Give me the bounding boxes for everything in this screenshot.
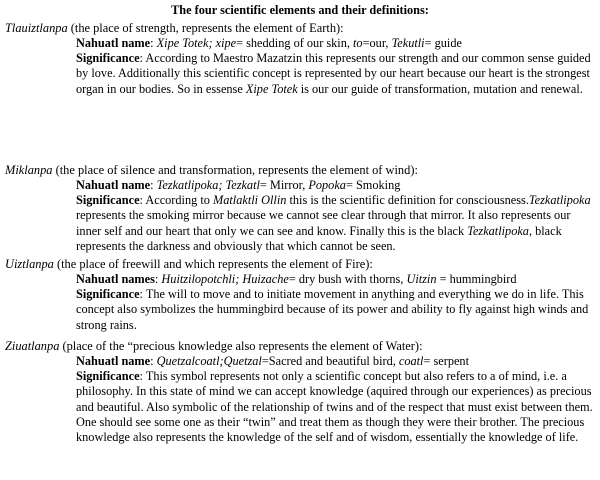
section-name: Tlauiztlanpa	[5, 21, 68, 35]
nahuatl-name-line	[76, 178, 596, 193]
significance-paragraph	[76, 287, 596, 333]
text-run: , black represents the darkness and obviously that which cannot be seen.	[76, 223, 562, 253]
italic-term: Uitzin	[406, 272, 437, 286]
section-body	[76, 178, 596, 254]
text-run: : This symbol represents not only a scientific concept but also refers to a of mind, i.e. a philosophy. In this state of mind we can accept knowledge (aquired through our experiences) as precious and beautiful. Also symbolic of the relationship of twins and of the respect that must exist between them. One should see some one as their “twin” and treat them as though they were their brother. The precious knowledge also represents the knowledge of the self and of wisdom, essentially the knowledge of life.	[76, 369, 593, 445]
text-run: this is the scientific definition for consciousness.	[286, 193, 529, 208]
text-run: = guide	[424, 36, 462, 50]
significance-paragraph	[76, 51, 596, 97]
text-run: = hummingbird	[436, 272, 517, 286]
significance-text	[76, 287, 588, 331]
text-run: = serpent	[423, 354, 469, 368]
italic-term: Matlaktli Ollin	[212, 193, 287, 208]
significance-text	[76, 369, 593, 444]
section-heading-text: (the place of strength, represents the element of Earth):	[67, 21, 344, 35]
text-run: = dry bush with thorns,	[288, 272, 407, 286]
italic-term: Xipe Totek; xipe	[156, 36, 237, 50]
text-run: :	[150, 36, 157, 50]
section-heading	[5, 21, 600, 36]
text-run: :	[150, 354, 157, 368]
text-run: : The will to move and to initiate movement in anything and everything we do in life. This concept also symbolizes the hummingbird because of its power and ability to fly against high winds and strong rains.	[76, 287, 589, 332]
section-body	[76, 272, 596, 333]
section-uiztlanpa	[0, 257, 600, 333]
text-run: is our our guide of transformation, mutation and renewal.	[297, 81, 583, 96]
text-run: =our,	[362, 36, 392, 50]
significance-label: Significance	[76, 287, 140, 302]
nahuatl-label: Nahuatl names	[76, 272, 155, 286]
italic-term: Huitzilopotchli; Huizache	[161, 272, 289, 286]
italic-term: Tekutli	[391, 36, 425, 50]
italic-term: Tezkatlipoka; Tezkatl	[156, 178, 260, 192]
document-title: The four scientific elements and their definitions:	[171, 3, 429, 17]
text-run: = Mirror,	[259, 178, 309, 192]
italic-term: Tezkatlipoka	[467, 223, 529, 238]
section-heading-text: (place of the “precious knowledge also represents the element of Water):	[59, 339, 423, 353]
text-run: : According to	[139, 193, 213, 208]
text-run: :	[150, 178, 157, 192]
section-heading-text: (the place of freewill and which represents the element of Fire):	[53, 257, 373, 271]
section-miklanpa	[0, 163, 600, 254]
significance-text	[76, 193, 591, 253]
text-run: = Smoking	[345, 178, 401, 192]
nahuatl-name-line	[76, 354, 596, 369]
nahuatl-text	[150, 354, 469, 368]
section-ziuatlanpa	[0, 339, 600, 445]
section-tlauiztlanpa	[0, 21, 600, 97]
section-name: Ziuatlanpa	[5, 339, 60, 353]
section-body	[76, 354, 596, 445]
significance-label: Significance	[76, 369, 140, 384]
italic-term: coatl	[398, 354, 424, 368]
nahuatl-label: Nahuatl name	[76, 178, 151, 192]
section-heading	[5, 339, 600, 354]
italic-term: Quetzalcoatl;Quetzal	[156, 354, 262, 368]
section-name: Uiztlanpa	[5, 257, 54, 271]
section-heading	[5, 163, 600, 178]
nahuatl-name-line	[76, 36, 596, 51]
italic-term: Xipe Totek	[245, 81, 298, 96]
nahuatl-name-line	[76, 272, 596, 287]
significance-paragraph	[76, 193, 596, 254]
nahuatl-label: Nahuatl name	[76, 36, 151, 50]
italic-term: Tezkatlipoka	[528, 193, 591, 208]
significance-label: Significance	[76, 51, 140, 66]
text-run: represents the smoking mirror because we cannot see clear through that mirror. It also represents our inner self and our heart that only we can see and know. Finally this is the black	[76, 208, 571, 238]
significance-text	[76, 51, 591, 95]
section-heading-text: (the place of silence and transformation, represents the element of wind):	[52, 163, 418, 177]
text-run: = shedding of our skin,	[236, 36, 354, 50]
text-run: :	[154, 272, 162, 286]
significance-label: Significance	[76, 193, 140, 208]
italic-term: to	[353, 36, 363, 50]
section-heading	[5, 257, 600, 272]
text-run: =Sacred and beautiful bird,	[261, 354, 399, 368]
nahuatl-text	[150, 36, 462, 50]
section-body	[76, 36, 596, 97]
section-name: Miklanpa	[5, 163, 53, 177]
nahuatl-text	[150, 178, 400, 192]
text-run: : According to Maestro Mazatzin this represents our strength and our common sense guided by love. Additionally this scientific concept is represented by our heart because our heart is the strongest organ in our bodies. So in essense	[76, 51, 591, 96]
significance-paragraph	[76, 369, 596, 445]
nahuatl-text	[155, 272, 517, 286]
italic-term: Popoka	[308, 178, 346, 192]
nahuatl-label: Nahuatl name	[76, 354, 151, 368]
